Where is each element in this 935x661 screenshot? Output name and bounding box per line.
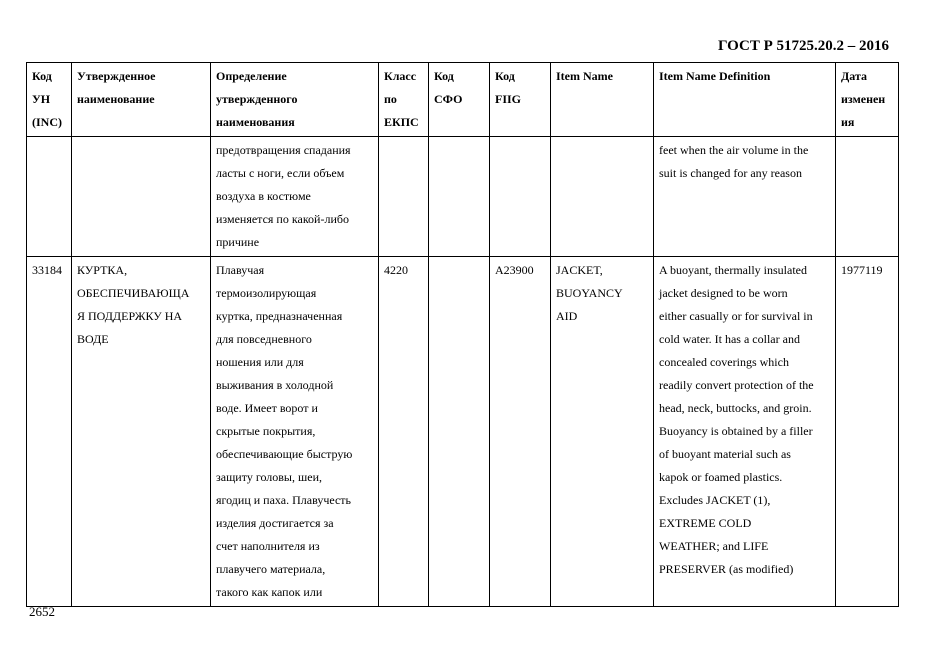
table-body <box>27 137 899 607</box>
cell-line: изделия достигается за <box>216 516 334 530</box>
cell-name_ru <box>72 257 211 607</box>
cell-def_ru <box>211 257 379 607</box>
column-header-item_name <box>551 63 654 137</box>
column-header-line: Дата <box>841 69 867 83</box>
cell-line: jacket designed to be worn <box>659 286 788 300</box>
column-header-date <box>836 63 899 137</box>
cell-line: kapok or foamed plastics. <box>659 470 783 484</box>
column-header-line: (INC) <box>32 115 62 129</box>
column-header-un <box>27 63 72 137</box>
cell-date <box>836 137 899 257</box>
cell-item_def <box>654 257 836 607</box>
cell-line: Buoyancy is obtained by a filler <box>659 424 813 438</box>
cell-un <box>27 137 72 257</box>
cell-name_ru <box>72 137 211 257</box>
cell-line: изменяется по какой-либо <box>216 212 349 226</box>
column-header-line: Утвержденное <box>77 69 156 83</box>
cell-line: плавучего материала, <box>216 562 326 576</box>
cell-line: ласты с ноги, если объем <box>216 166 345 180</box>
column-header-line: ия <box>841 115 855 129</box>
cell-def_ru <box>211 137 379 257</box>
cell-item_def <box>654 137 836 257</box>
table-row <box>27 137 899 257</box>
classification-table <box>26 62 899 607</box>
cell-line: воде. Имеет ворот и <box>216 401 318 415</box>
cell-line: скрытые покрытия, <box>216 424 316 438</box>
cell-line: EXTREME COLD <box>659 516 752 530</box>
column-header-line: наименование <box>77 92 155 106</box>
cell-line: такого как капок или <box>216 585 323 599</box>
cell-fiig <box>490 257 551 607</box>
cell-line: обеспечивающие быструю <box>216 447 353 461</box>
cell-item_name <box>551 137 654 257</box>
cell-line: BUOYANCY <box>556 286 623 300</box>
column-header-def_ru <box>211 63 379 137</box>
cell-line: A buoyant, thermally insulated <box>659 263 807 277</box>
column-header-fiig <box>490 63 551 137</box>
cell-line: head, neck, buttocks, and groin. <box>659 401 812 415</box>
column-header-line: Код <box>434 69 454 83</box>
cell-line: PRESERVER (as modified) <box>659 562 794 576</box>
cell-line: 33184 <box>32 263 62 277</box>
column-header-name_ru <box>72 63 211 137</box>
cell-ekps <box>379 257 429 607</box>
column-header-line: наименования <box>216 115 295 129</box>
cell-date <box>836 257 899 607</box>
column-header-line: ЕКПС <box>384 115 419 129</box>
cell-line: Плавучая <box>216 263 265 277</box>
cell-line: счет наполнителя из <box>216 539 320 553</box>
cell-line: JACKET, <box>556 263 603 277</box>
table-header-row <box>27 63 899 137</box>
cell-line: Я ПОДДЕРЖКУ НА <box>77 309 183 323</box>
cell-line: either casually or for survival in <box>659 309 813 323</box>
cell-line: ношения или для <box>216 355 304 369</box>
column-header-line: Определение <box>216 69 287 83</box>
cell-line: воздуха в костюме <box>216 189 311 203</box>
table-row <box>27 257 899 607</box>
cell-item_name <box>551 257 654 607</box>
cell-ekps <box>379 137 429 257</box>
cell-line: для повседневного <box>216 332 312 346</box>
cell-line: выживания в холодной <box>216 378 334 392</box>
cell-line: ВОДЕ <box>77 332 109 346</box>
cell-sfo <box>429 137 490 257</box>
cell-line: A23900 <box>495 263 534 277</box>
cell-line: ягодиц и паха. Плавучесть <box>216 493 352 507</box>
column-header-line: по <box>384 92 397 106</box>
cell-line: ОБЕСПЕЧИВАЮЩА <box>77 286 190 300</box>
column-header-line: изменен <box>841 92 886 106</box>
column-header-sfo <box>429 63 490 137</box>
cell-line: of buoyant material such as <box>659 447 791 461</box>
cell-line: 4220 <box>384 263 408 277</box>
column-header-line: Item Name Definition <box>659 69 771 83</box>
cell-fiig <box>490 137 551 257</box>
column-header-line: Item Name <box>556 69 613 83</box>
cell-line: защиту головы, шеи, <box>216 470 322 484</box>
column-header-line: Код <box>495 69 515 83</box>
column-header-ekps <box>379 63 429 137</box>
column-header-line: утвержденного <box>216 92 298 106</box>
cell-line: Excludes JACKET (1), <box>659 493 771 507</box>
cell-line: КУРТКА, <box>77 263 128 277</box>
column-header-line: УН <box>32 92 51 106</box>
page-number: 2652 <box>29 604 55 619</box>
cell-line: термоизолирующая <box>216 286 317 300</box>
cell-line: readily convert protection of the <box>659 378 814 392</box>
column-header-item_def <box>654 63 836 137</box>
column-header-line: Класс <box>384 69 417 83</box>
cell-un <box>27 257 72 607</box>
cell-line: WEATHER; and LIFE <box>659 539 769 553</box>
column-header-line: СФО <box>434 92 463 106</box>
cell-line: куртка, предназначенная <box>216 309 343 323</box>
cell-line: причине <box>216 235 260 249</box>
column-header-line: Код <box>32 69 52 83</box>
cell-line: AID <box>556 309 578 323</box>
cell-sfo <box>429 257 490 607</box>
cell-line: предотвращения спадания <box>216 143 351 157</box>
cell-line: 1977119 <box>841 263 883 277</box>
cell-line: suit is changed for any reason <box>659 166 802 180</box>
column-header-line: FIIG <box>495 92 522 106</box>
cell-line: cold water. It has a collar and <box>659 332 800 346</box>
standard-designation: ГОСТ Р 51725.20.2 – 2016 <box>717 38 889 54</box>
cell-line: feet when the air volume in the <box>659 143 809 157</box>
cell-line: concealed coverings which <box>659 355 789 369</box>
